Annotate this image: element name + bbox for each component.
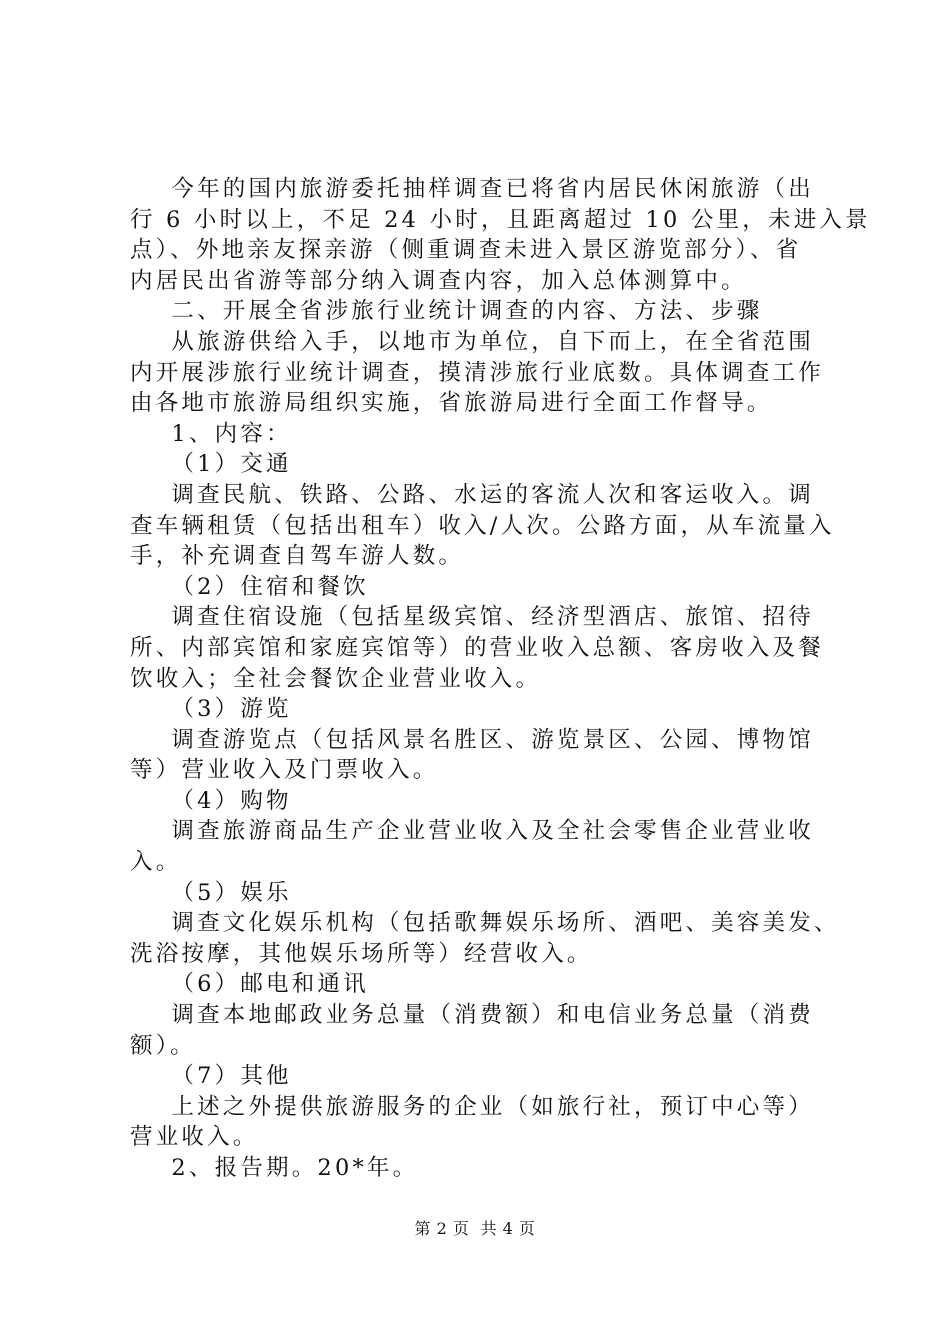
text-line: 内开展涉旅行业统计调查，摸清涉旅行业底数。具体调查工作 [130,359,824,386]
text-line: 调查文化娱乐机构（包括歌舞娱乐场所、酒吧、美容美发、 [130,910,840,937]
text-line: 从旅游供给入手，以地市为单位，自下而上，在全省范围 [130,328,814,355]
text-line: 调查游览点（包括风景名胜区、游览景区、公园、博物馆 [130,726,814,753]
section-heading: 二、开展全省涉旅行业统计调查的内容、方法、步骤 [130,298,763,325]
item-heading: （5）娱乐 [130,879,292,906]
text-line: 调查旅游商品生产企业营业收入及全社会零售企业营业收 [130,818,814,845]
document-body [130,174,871,1184]
page-footer: 第 2 页 共 4 页 [414,1219,536,1238]
text-line: 由各地市旅游局组织实施，省旅游局进行全面工作督导。 [130,390,773,417]
text-line: 今年的国内旅游委托抽样调查已将省内居民休闲旅游（出 [130,176,814,202]
item-heading: （4）购物 [130,787,292,814]
text-line: 等）营业收入及门票收入。 [130,757,439,784]
text-line: 入。 [130,849,182,876]
text-line: 调查民航、铁路、公路、水运的客流人次和客运收入。调 [130,481,814,508]
text-line: 所、内部宾馆和家庭宾馆等）的营业收入总额、客房收入及餐 [130,634,824,661]
text-line: 查车辆租赁（包括出租车）收入/人次。公路方面，从车流量入 [130,512,835,539]
text-line: 上述之外提供旅游服务的企业（如旅行社，预订中心等） [130,1093,814,1120]
item-heading: （2）住宿和餐饮 [130,573,369,600]
text-line: 行 6 小时以上，不足 24 小时，且距离超过 10 公里，未进入景 [130,206,871,233]
subsection-heading: 1、内容： [130,420,292,447]
text-line: 调查住宿设施（包括星级宾馆、经济型酒店、旅馆、招待 [130,604,814,631]
subsection-heading: 2、报告期。20*年。 [130,1155,419,1181]
text-line: 洗浴按摩，其他娱乐场所等）经营收入。 [130,940,593,967]
item-heading: （3）游览 [130,696,292,723]
text-line: 手，补充调查自驾车游人数。 [130,543,465,570]
item-heading: （7）其他 [130,1063,292,1090]
item-heading: （6）邮电和通讯 [130,971,369,998]
text-line: 内居民出省游等部分纳入调查内容，加入总体测算中。 [130,267,747,294]
text-line: 额）。 [130,1032,196,1059]
item-heading: （1）交通 [130,451,292,478]
text-line: 营业收入。 [130,1124,259,1151]
text-line: 调查本地邮政业务总量（消费额）和电信业务总量（消费 [130,1002,814,1029]
text-line: 饮收入；全社会餐饮企业营业收入。 [130,665,542,692]
text-line: 点）、外地亲友探亲游（侧重调查未进入景区游览部分）、省 [130,237,802,264]
